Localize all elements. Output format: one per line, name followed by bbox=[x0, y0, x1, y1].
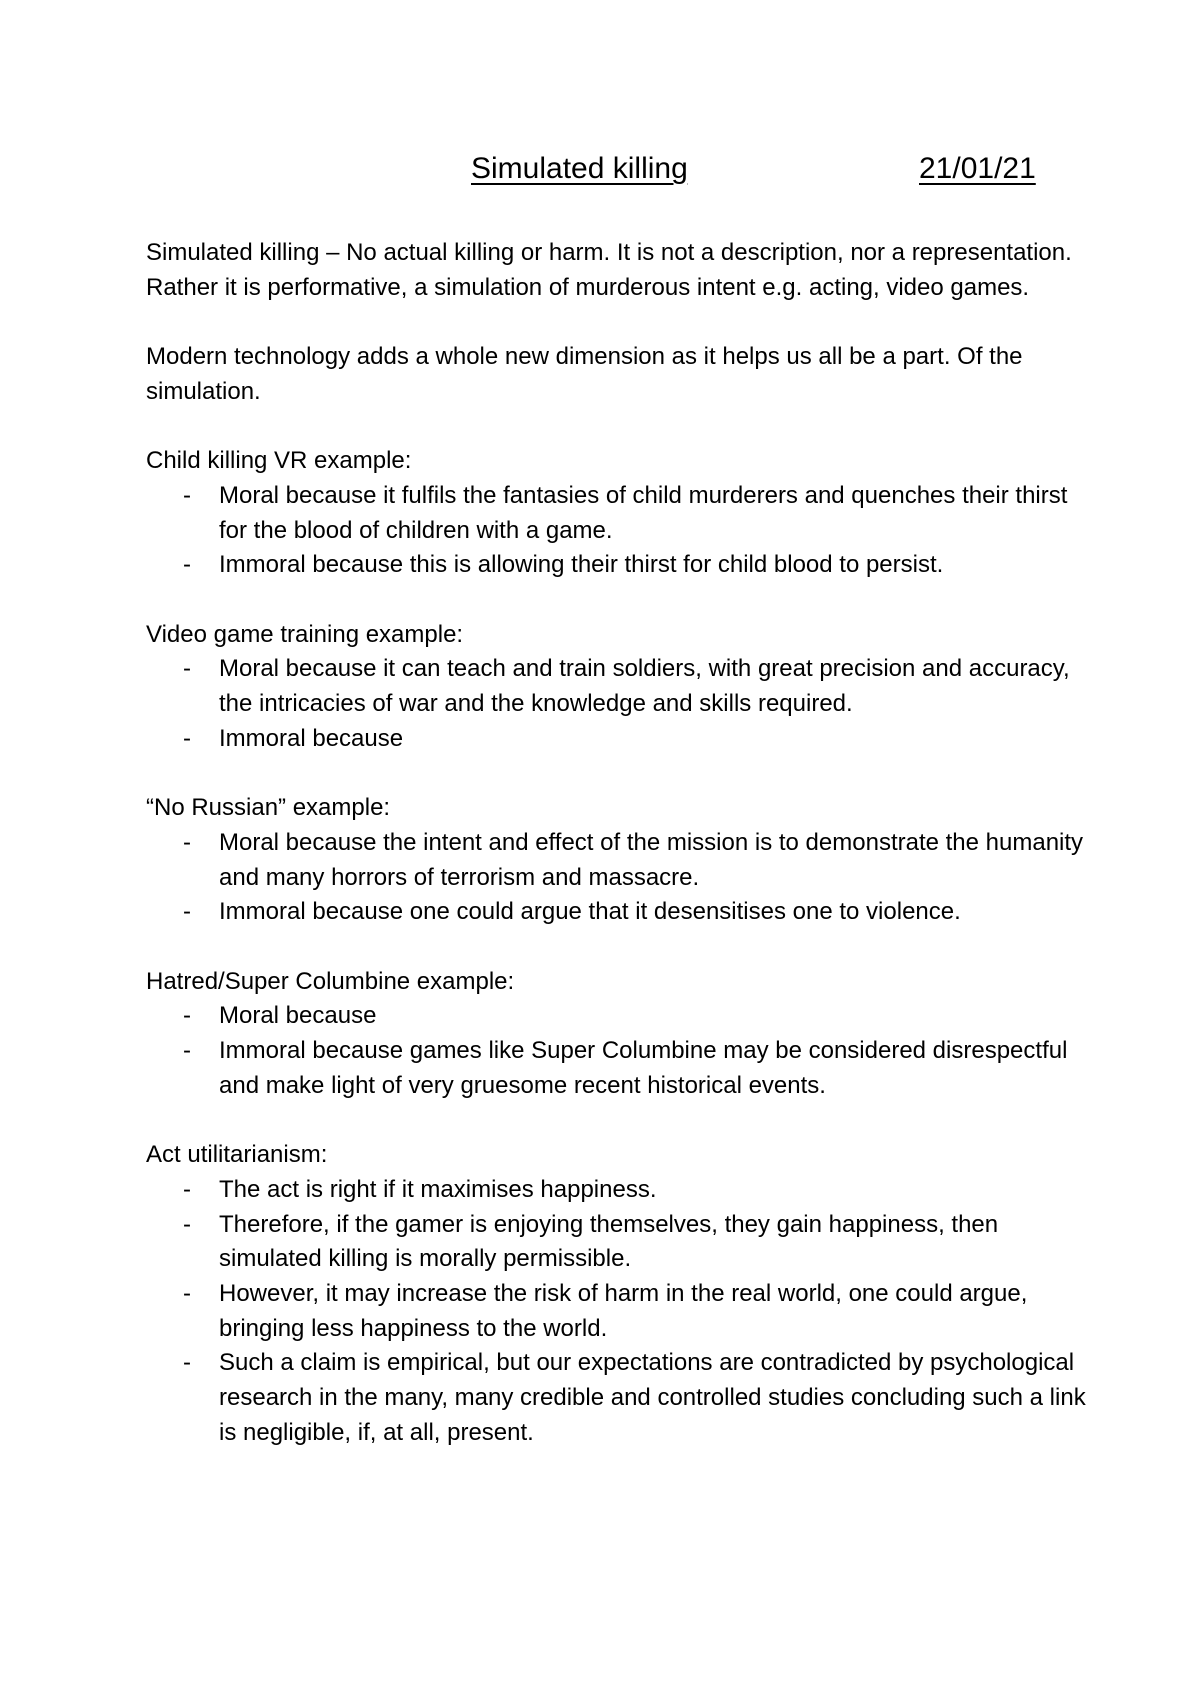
section-child-killing-vr bbox=[146, 444, 1086, 583]
bullet-list bbox=[146, 652, 1086, 756]
dash-bullet-icon: - bbox=[183, 1175, 191, 1203]
dash-bullet-icon: - bbox=[183, 1210, 191, 1238]
dash-bullet-icon: - bbox=[183, 551, 191, 579]
document-date: 21/01/21 bbox=[919, 152, 1036, 185]
list-item-text: Therefore, if the gamer is enjoying themselves, they gain happiness, then simulated killing is morally permissible. bbox=[219, 1210, 999, 1273]
dash-bullet-icon: - bbox=[183, 655, 191, 683]
list-item bbox=[146, 1173, 1086, 1208]
section-heading: Child killing VR example: bbox=[146, 447, 412, 475]
document-title: Simulated killing bbox=[471, 152, 688, 185]
dash-bullet-icon: - bbox=[183, 898, 191, 926]
list-item-text: However, it may increase the risk of harm in the real world, one could argue, bringing less happiness to the world. bbox=[219, 1280, 1028, 1342]
section-heading: “No Russian” example: bbox=[146, 794, 391, 822]
list-item-text: Immoral because games like Super Columbine may be considered disrespectful and make light of very gruesome recent historical events. bbox=[219, 1037, 1068, 1099]
list-item bbox=[146, 722, 1086, 757]
bullet-list bbox=[146, 999, 1086, 1103]
section-hatred-super-columbine bbox=[146, 965, 1086, 1104]
paragraph-technology: Modern technology adds a whole new dimension as it helps us all be a part. Of the simulation. bbox=[146, 343, 1023, 405]
dash-bullet-icon: - bbox=[183, 1037, 191, 1065]
list-item-text: Such a claim is empirical, but our expectations are contradicted by psychological research in the many, many credible and controlled studies concluding such a link is negligible, if, at all, present. bbox=[219, 1349, 1086, 1446]
list-item bbox=[146, 479, 1086, 548]
list-item bbox=[146, 1034, 1086, 1103]
section-heading: Video game training example: bbox=[146, 620, 464, 648]
list-item-text: Immoral because bbox=[219, 724, 404, 752]
list-item-text: Immoral because this is allowing their thirst for child blood to persist. bbox=[219, 551, 944, 579]
paragraph-definition: Simulated killing – No actual killing or harm. It is not a description, nor a representation. Rather it is performative, a simulation of murderous intent e.g. acting, video games. bbox=[146, 239, 1072, 301]
bullet-list bbox=[146, 826, 1086, 930]
dash-bullet-icon: - bbox=[183, 1002, 191, 1030]
bullet-list bbox=[146, 1173, 1086, 1451]
dash-bullet-icon: - bbox=[183, 1280, 191, 1307]
list-item bbox=[146, 548, 1086, 583]
section-heading: Act utilitarianism: bbox=[146, 1141, 328, 1169]
list-item bbox=[146, 652, 1086, 721]
bullet-list bbox=[146, 479, 1086, 583]
list-item bbox=[146, 1208, 1086, 1277]
section-no-russian bbox=[146, 791, 1086, 930]
list-item-text: Moral because bbox=[219, 1002, 377, 1030]
list-item-text: Moral because it fulfils the fantasies of child murderers and quenches their thirst for the blood of children with a game. bbox=[219, 481, 1068, 544]
list-item bbox=[146, 1346, 1086, 1450]
list-item bbox=[146, 999, 1086, 1034]
dash-bullet-icon: - bbox=[183, 724, 191, 752]
section-video-game-training bbox=[146, 618, 1086, 757]
list-item-text: Moral because it can teach and train soldiers, with great precision and accuracy, the intricacies of war and the knowledge and skills required. bbox=[219, 655, 1070, 718]
document-body bbox=[146, 236, 1086, 1485]
list-item bbox=[146, 895, 1086, 930]
list-item bbox=[146, 1277, 1086, 1346]
list-item-text: Immoral because one could argue that it desensitises one to violence. bbox=[219, 898, 961, 926]
dash-bullet-icon: - bbox=[183, 481, 191, 509]
list-item bbox=[146, 826, 1086, 895]
dash-bullet-icon: - bbox=[183, 828, 191, 856]
section-act-utilitarianism bbox=[146, 1138, 1086, 1450]
list-item-text: The act is right if it maximises happiness. bbox=[219, 1175, 657, 1203]
section-heading: Hatred/Super Columbine example: bbox=[146, 967, 515, 995]
list-item-text: Moral because the intent and effect of the mission is to demonstrate the humanity and many horrors of terrorism and massacre. bbox=[219, 828, 1084, 891]
dash-bullet-icon: - bbox=[183, 1349, 191, 1377]
